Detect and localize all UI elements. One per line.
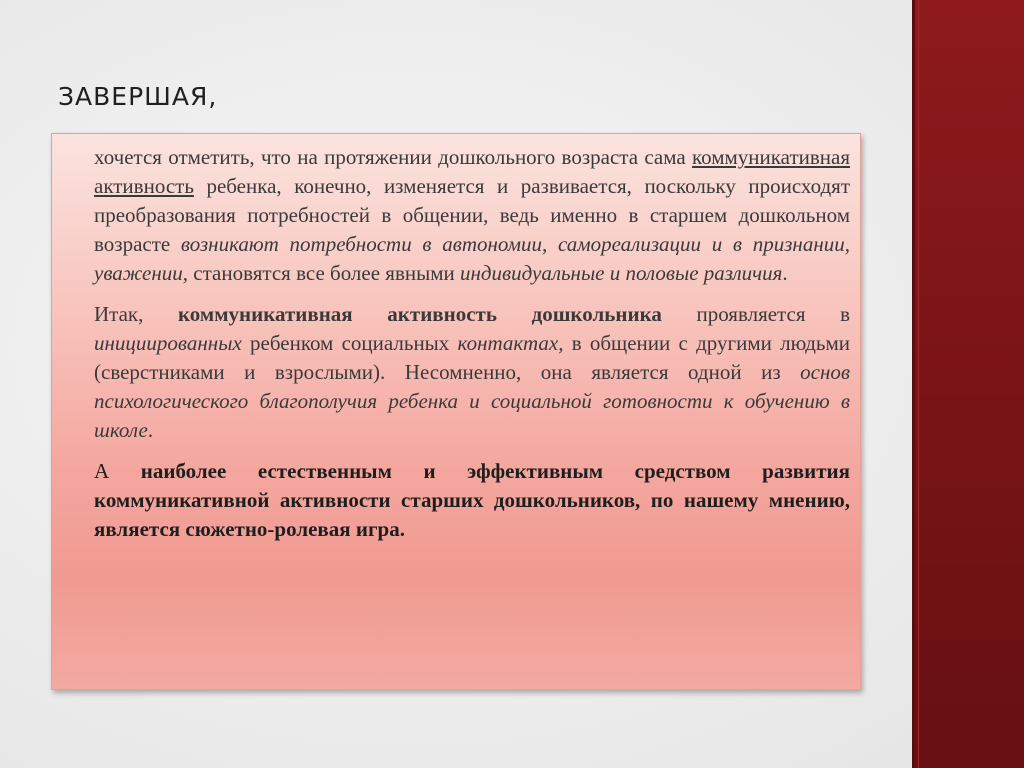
content-box xyxy=(51,133,861,690)
text-run: проявляется в xyxy=(661,302,850,326)
text-run-underlined: коммуникативная активность xyxy=(94,145,850,198)
text-run: Итак, xyxy=(94,302,178,326)
text-run: А xyxy=(94,459,141,483)
text-run-bold: наиболее естественным и эффективным средством развития коммуникативной активности старших дошкольников, по нашему мнению, является сюжетно-ролевая игра. xyxy=(94,459,850,541)
text-run: ребенка, конечно, изменяется и развивается, поскольку происходят преобразования потребностей в общении, ведь именно в старшем дошкольном возрасте xyxy=(94,174,850,256)
slide-title: ЗАВЕРШАЯ, xyxy=(58,82,218,111)
paragraph-2 xyxy=(94,300,850,445)
text-run: . xyxy=(782,261,788,285)
text-run: . xyxy=(147,418,154,442)
text-run: ребенком социальных xyxy=(241,331,458,355)
text-run-italic: основ психологического благополучия ребенка и социальной готовности к обучению в школе xyxy=(94,360,850,442)
text-run: в общении с другими людьми (сверстниками и взрослыми). Несомненно, она является одной из xyxy=(94,331,850,384)
text-run: становятся все более явными xyxy=(188,261,460,285)
text-run-italic: индивидуальные и половые различия xyxy=(460,261,783,285)
text-run-bold: коммуникативная активность дошкольника xyxy=(177,302,662,326)
paragraph-1 xyxy=(94,143,850,288)
decorative-red-panel xyxy=(912,0,1024,768)
text-run-italic: инициированных xyxy=(94,331,242,355)
paragraph-3 xyxy=(94,457,850,544)
text-run: хочется отметить, что на протяжении дошкольного возраста сама xyxy=(94,145,692,169)
text-run-italic: контактах, xyxy=(457,331,564,355)
text-run-italic: возникают потребности в автономии, самореализации и в признании, уважении, xyxy=(94,232,850,285)
